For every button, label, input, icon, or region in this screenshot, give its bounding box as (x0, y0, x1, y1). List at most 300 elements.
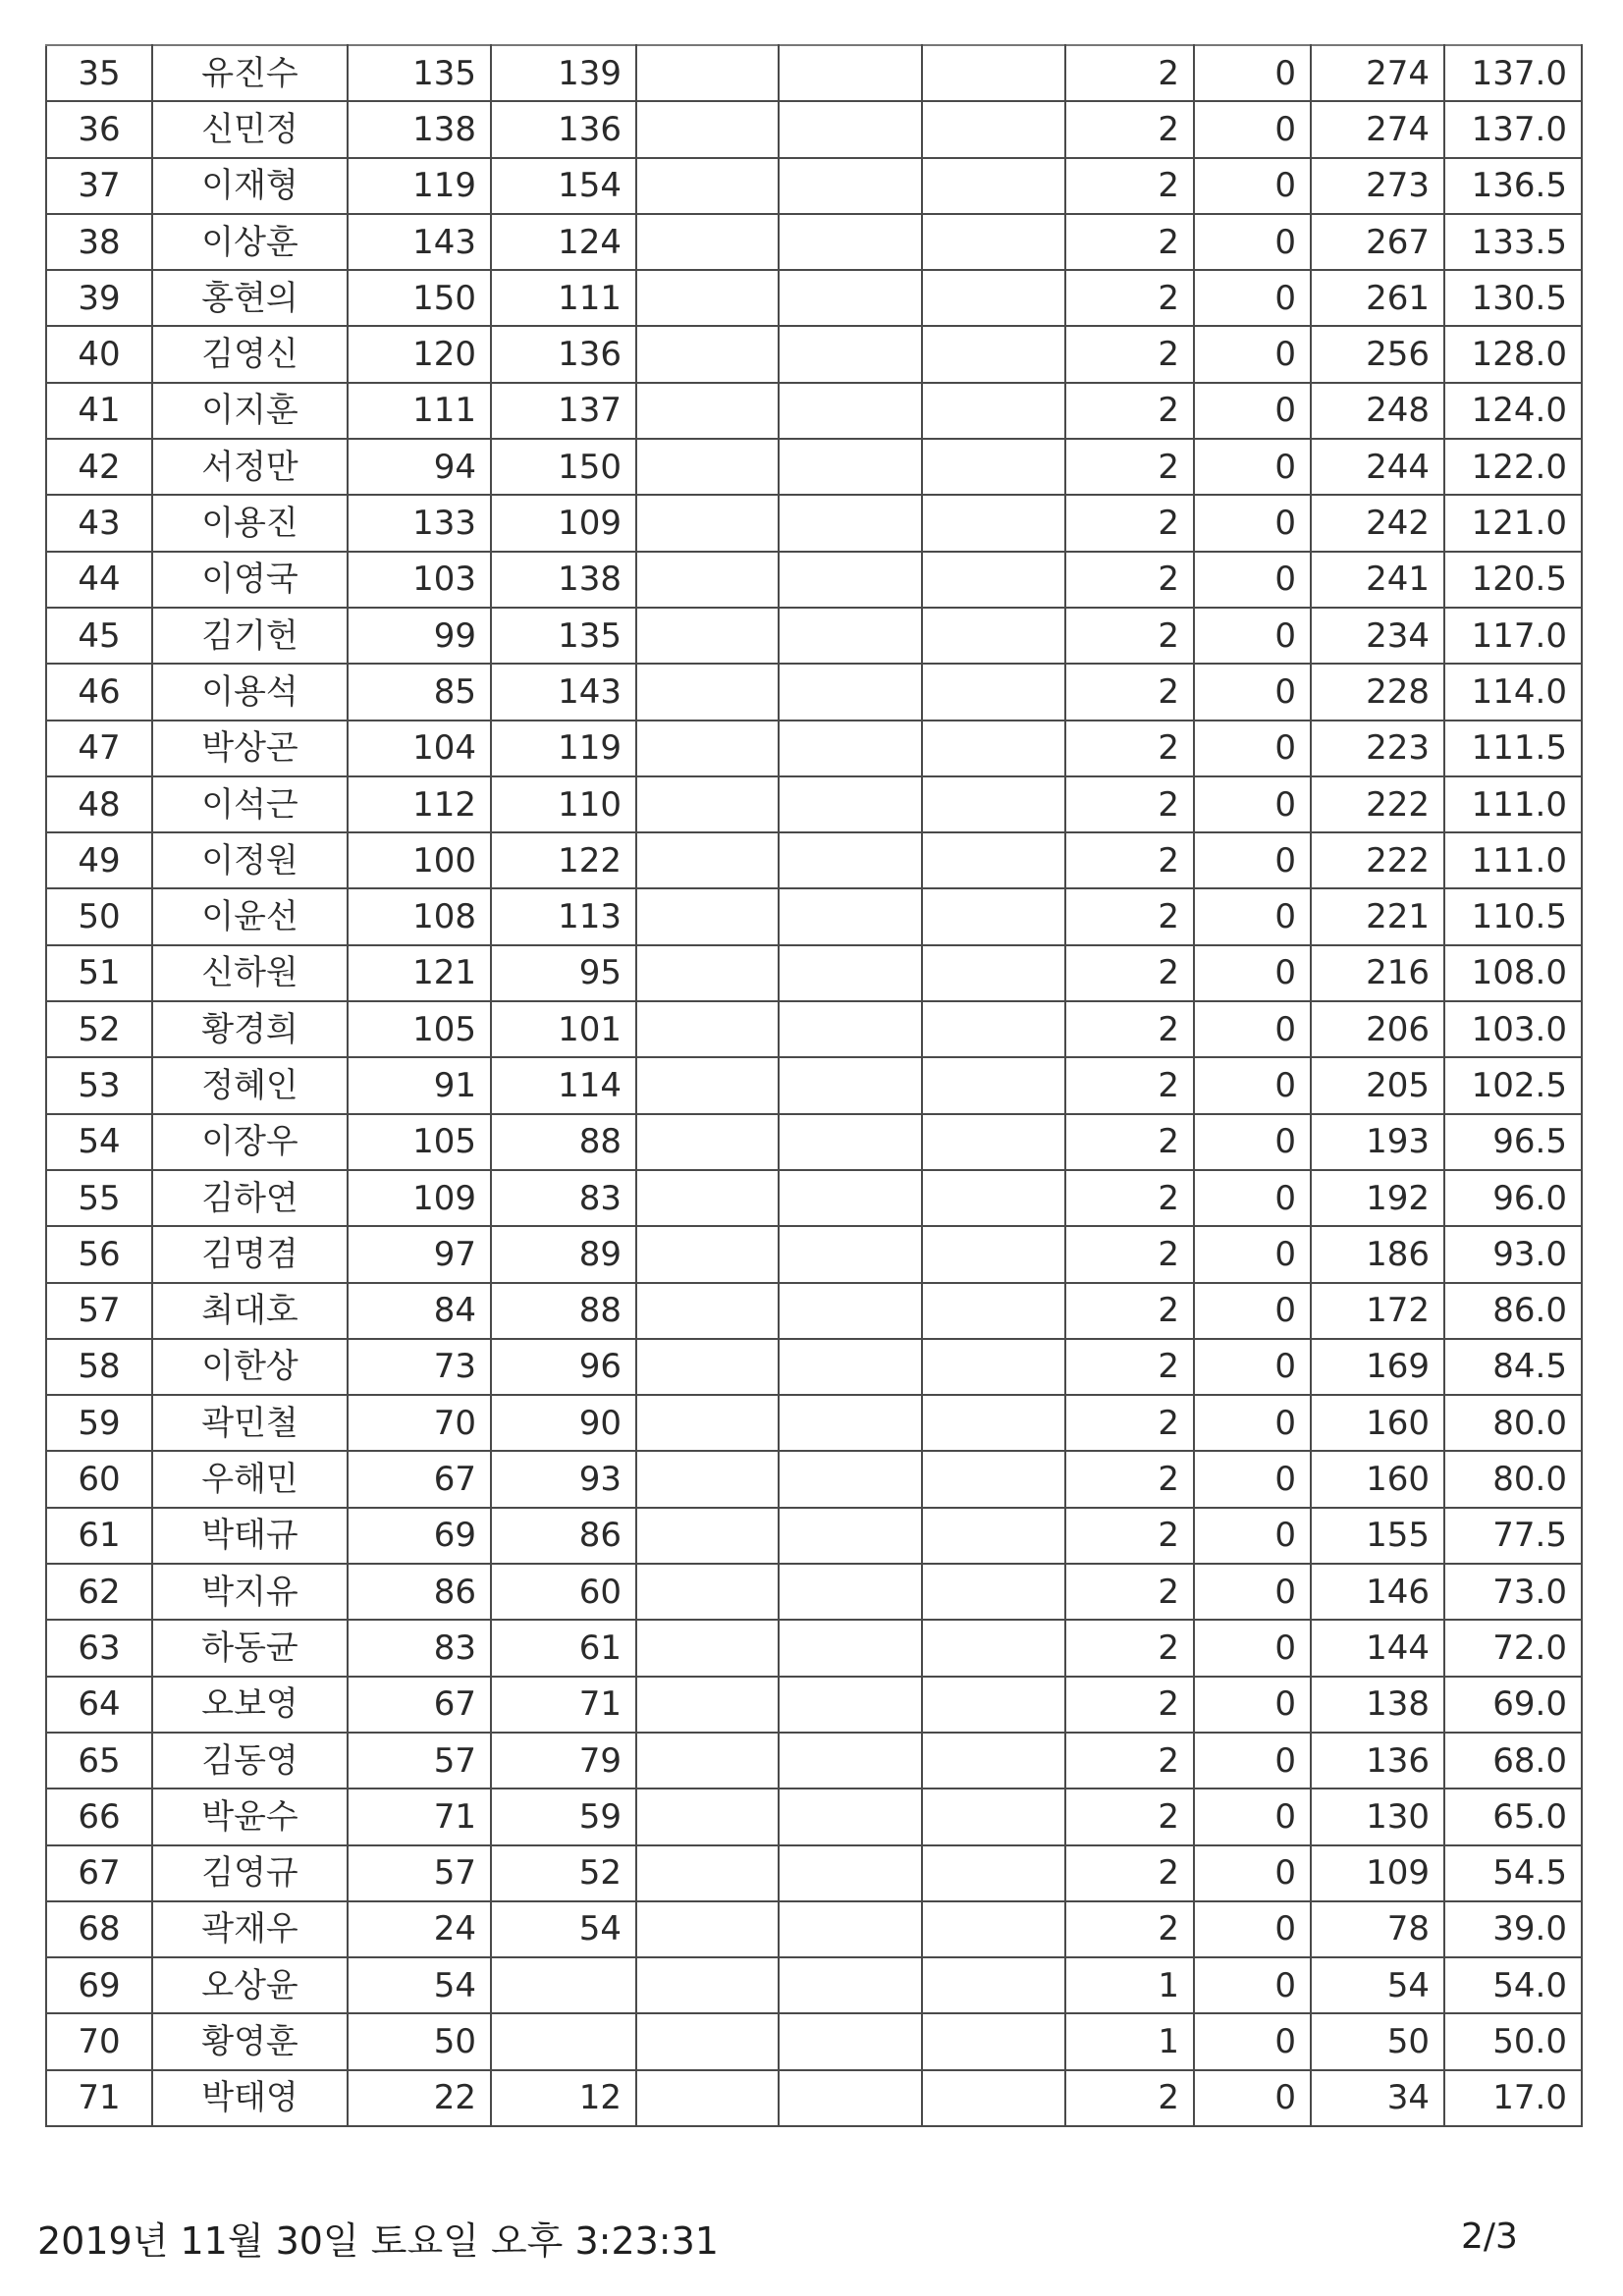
average-cell: 54.0 (1444, 1957, 1582, 2013)
round4-cell (779, 721, 922, 776)
name-cell: 박상곤 (152, 721, 348, 776)
games-cell: 2 (1065, 1789, 1194, 1844)
name-cell: 곽민철 (152, 1395, 348, 1451)
extra-cell: 0 (1194, 1901, 1311, 1957)
average-cell: 84.5 (1444, 1339, 1582, 1395)
name-cell: 황경희 (152, 1001, 348, 1057)
rank-cell: 38 (46, 214, 152, 270)
total-cell: 186 (1311, 1226, 1444, 1282)
round5-cell (922, 664, 1065, 720)
rank-cell: 58 (46, 1339, 152, 1395)
round5-cell (922, 945, 1065, 1001)
round4-cell (779, 1564, 922, 1620)
total-cell: 136 (1311, 1733, 1444, 1789)
average-cell: 86.0 (1444, 1283, 1582, 1339)
average-cell: 69.0 (1444, 1677, 1582, 1733)
games-cell: 2 (1065, 101, 1194, 157)
games-cell: 2 (1065, 270, 1194, 326)
round4-cell (779, 776, 922, 832)
extra-cell: 0 (1194, 1789, 1311, 1844)
round5-cell (922, 888, 1065, 944)
round2-cell: 86 (491, 1508, 636, 1564)
round4-cell (779, 495, 922, 551)
name-cell: 이지훈 (152, 383, 348, 439)
round4-cell (779, 1057, 922, 1113)
games-cell: 2 (1065, 2070, 1194, 2126)
extra-cell: 0 (1194, 1001, 1311, 1057)
round3-cell (636, 383, 779, 439)
extra-cell: 0 (1194, 664, 1311, 720)
round5-cell (922, 1451, 1065, 1507)
round2-cell: 150 (491, 439, 636, 495)
round1-cell: 109 (348, 1170, 491, 1226)
table-row (46, 1733, 1582, 1789)
score-table (45, 44, 1583, 2127)
average-cell: 102.5 (1444, 1057, 1582, 1113)
total-cell: 50 (1311, 2013, 1444, 2069)
round3-cell (636, 721, 779, 776)
rank-cell: 47 (46, 721, 152, 776)
average-cell: 93.0 (1444, 1226, 1582, 1282)
average-cell: 80.0 (1444, 1395, 1582, 1451)
table-row (46, 1001, 1582, 1057)
round2-cell: 71 (491, 1677, 636, 1733)
round3-cell (636, 1901, 779, 1957)
round1-cell: 57 (348, 1733, 491, 1789)
average-cell: 124.0 (1444, 383, 1582, 439)
page-number: 2/3 (1461, 2216, 1518, 2257)
games-cell: 2 (1065, 1845, 1194, 1901)
round5-cell (922, 158, 1065, 214)
rank-cell: 42 (46, 439, 152, 495)
table-row (46, 945, 1582, 1001)
round5-cell (922, 270, 1065, 326)
extra-cell: 0 (1194, 2070, 1311, 2126)
round1-cell: 104 (348, 721, 491, 776)
round4-cell (779, 326, 922, 382)
total-cell: 222 (1311, 776, 1444, 832)
name-cell: 신민정 (152, 101, 348, 157)
round2-cell: 124 (491, 214, 636, 270)
average-cell: 111.0 (1444, 776, 1582, 832)
table-row (46, 1677, 1582, 1733)
games-cell: 2 (1065, 1677, 1194, 1733)
round2-cell: 88 (491, 1114, 636, 1170)
average-cell: 39.0 (1444, 1901, 1582, 1957)
round4-cell (779, 158, 922, 214)
total-cell: 160 (1311, 1451, 1444, 1507)
round5-cell (922, 1395, 1065, 1451)
round4-cell (779, 1283, 922, 1339)
games-cell: 2 (1065, 1114, 1194, 1170)
round3-cell (636, 1114, 779, 1170)
round5-cell (922, 1620, 1065, 1676)
average-cell: 65.0 (1444, 1789, 1582, 1844)
total-cell: 54 (1311, 1957, 1444, 2013)
round2-cell: 52 (491, 1845, 636, 1901)
rank-cell: 61 (46, 1508, 152, 1564)
table-row (46, 1901, 1582, 1957)
extra-cell: 0 (1194, 326, 1311, 382)
round1-cell: 112 (348, 776, 491, 832)
average-cell: 68.0 (1444, 1733, 1582, 1789)
round5-cell (922, 608, 1065, 664)
rank-cell: 51 (46, 945, 152, 1001)
name-cell: 이윤선 (152, 888, 348, 944)
round2-cell: 114 (491, 1057, 636, 1113)
round3-cell (636, 1508, 779, 1564)
extra-cell: 0 (1194, 776, 1311, 832)
games-cell: 2 (1065, 1620, 1194, 1676)
round5-cell (922, 1789, 1065, 1844)
name-cell: 홍현의 (152, 270, 348, 326)
table-row (46, 1508, 1582, 1564)
round3-cell (636, 1957, 779, 2013)
total-cell: 223 (1311, 721, 1444, 776)
extra-cell: 0 (1194, 1170, 1311, 1226)
total-cell: 130 (1311, 1789, 1444, 1844)
round1-cell: 105 (348, 1114, 491, 1170)
round1-cell: 54 (348, 1957, 491, 2013)
total-cell: 221 (1311, 888, 1444, 944)
round1-cell: 22 (348, 2070, 491, 2126)
extra-cell: 0 (1194, 552, 1311, 608)
round4-cell (779, 1620, 922, 1676)
round3-cell (636, 2070, 779, 2126)
average-cell: 110.5 (1444, 888, 1582, 944)
extra-cell: 0 (1194, 1620, 1311, 1676)
games-cell: 2 (1065, 326, 1194, 382)
round2-cell: 110 (491, 776, 636, 832)
round5-cell (922, 214, 1065, 270)
name-cell: 이영국 (152, 552, 348, 608)
games-cell: 2 (1065, 608, 1194, 664)
name-cell: 우해민 (152, 1451, 348, 1507)
rank-cell: 52 (46, 1001, 152, 1057)
round1-cell: 86 (348, 1564, 491, 1620)
round3-cell (636, 1283, 779, 1339)
average-cell: 103.0 (1444, 1001, 1582, 1057)
round3-cell (636, 439, 779, 495)
round3-cell (636, 1057, 779, 1113)
games-cell: 2 (1065, 1057, 1194, 1113)
round2-cell: 79 (491, 1733, 636, 1789)
games-cell: 2 (1065, 1508, 1194, 1564)
name-cell: 하동균 (152, 1620, 348, 1676)
total-cell: 242 (1311, 495, 1444, 551)
average-cell: 80.0 (1444, 1451, 1582, 1507)
average-cell: 136.5 (1444, 158, 1582, 214)
round1-cell: 135 (348, 45, 491, 101)
round3-cell (636, 1733, 779, 1789)
average-cell: 108.0 (1444, 945, 1582, 1001)
table-row (46, 1114, 1582, 1170)
table-row (46, 326, 1582, 382)
round2-cell: 136 (491, 101, 636, 157)
round3-cell (636, 1677, 779, 1733)
games-cell: 2 (1065, 383, 1194, 439)
name-cell: 오보영 (152, 1677, 348, 1733)
extra-cell: 0 (1194, 101, 1311, 157)
round2-cell (491, 2013, 636, 2069)
name-cell: 신하원 (152, 945, 348, 1001)
round2-cell: 109 (491, 495, 636, 551)
table-row (46, 2013, 1582, 2069)
round4-cell (779, 1226, 922, 1282)
name-cell: 정혜인 (152, 1057, 348, 1113)
round2-cell: 135 (491, 608, 636, 664)
round2-cell: 90 (491, 1395, 636, 1451)
round5-cell (922, 1001, 1065, 1057)
rank-cell: 44 (46, 552, 152, 608)
average-cell: 96.5 (1444, 1114, 1582, 1170)
round5-cell (922, 383, 1065, 439)
rank-cell: 35 (46, 45, 152, 101)
round2-cell: 111 (491, 270, 636, 326)
games-cell: 2 (1065, 832, 1194, 888)
average-cell: 130.5 (1444, 270, 1582, 326)
rank-cell: 54 (46, 1114, 152, 1170)
extra-cell: 0 (1194, 1283, 1311, 1339)
rank-cell: 66 (46, 1789, 152, 1844)
extra-cell: 0 (1194, 270, 1311, 326)
average-cell: 111.0 (1444, 832, 1582, 888)
round5-cell (922, 1114, 1065, 1170)
round3-cell (636, 1339, 779, 1395)
round3-cell (636, 608, 779, 664)
round4-cell (779, 383, 922, 439)
round4-cell (779, 664, 922, 720)
name-cell: 김기헌 (152, 608, 348, 664)
total-cell: 248 (1311, 383, 1444, 439)
round1-cell: 99 (348, 608, 491, 664)
round3-cell (636, 1789, 779, 1844)
rank-cell: 46 (46, 664, 152, 720)
round1-cell: 138 (348, 101, 491, 157)
name-cell: 서정만 (152, 439, 348, 495)
round3-cell (636, 1845, 779, 1901)
round2-cell: 154 (491, 158, 636, 214)
round5-cell (922, 1733, 1065, 1789)
total-cell: 274 (1311, 45, 1444, 101)
total-cell: 273 (1311, 158, 1444, 214)
name-cell: 유진수 (152, 45, 348, 101)
total-cell: 216 (1311, 945, 1444, 1001)
round5-cell (922, 1057, 1065, 1113)
extra-cell: 0 (1194, 383, 1311, 439)
table-row (46, 664, 1582, 720)
round5-cell (922, 2013, 1065, 2069)
name-cell: 이상훈 (152, 214, 348, 270)
games-cell: 2 (1065, 664, 1194, 720)
round2-cell: 138 (491, 552, 636, 608)
extra-cell: 0 (1194, 608, 1311, 664)
round3-cell (636, 1451, 779, 1507)
round4-cell (779, 1001, 922, 1057)
extra-cell: 0 (1194, 214, 1311, 270)
round1-cell: 97 (348, 1226, 491, 1282)
average-cell: 120.5 (1444, 552, 1582, 608)
round2-cell: 60 (491, 1564, 636, 1620)
table-row (46, 439, 1582, 495)
round3-cell (636, 832, 779, 888)
extra-cell: 0 (1194, 945, 1311, 1001)
round1-cell: 100 (348, 832, 491, 888)
table-row (46, 101, 1582, 157)
extra-cell: 0 (1194, 2013, 1311, 2069)
name-cell: 곽재우 (152, 1901, 348, 1957)
table-row (46, 495, 1582, 551)
total-cell: 109 (1311, 1845, 1444, 1901)
rank-cell: 40 (46, 326, 152, 382)
extra-cell: 0 (1194, 1957, 1311, 2013)
round3-cell (636, 2013, 779, 2069)
rank-cell: 41 (46, 383, 152, 439)
games-cell: 2 (1065, 1226, 1194, 1282)
round3-cell (636, 945, 779, 1001)
round4-cell (779, 888, 922, 944)
extra-cell: 0 (1194, 1395, 1311, 1451)
table-row (46, 1395, 1582, 1451)
extra-cell: 0 (1194, 1114, 1311, 1170)
total-cell: 34 (1311, 2070, 1444, 2126)
rank-cell: 63 (46, 1620, 152, 1676)
name-cell: 이석근 (152, 776, 348, 832)
games-cell: 2 (1065, 158, 1194, 214)
rank-cell: 69 (46, 1957, 152, 2013)
round2-cell: 119 (491, 721, 636, 776)
extra-cell: 0 (1194, 439, 1311, 495)
rank-cell: 37 (46, 158, 152, 214)
table-row (46, 1451, 1582, 1507)
rank-cell: 68 (46, 1901, 152, 1957)
total-cell: 172 (1311, 1283, 1444, 1339)
extra-cell: 0 (1194, 721, 1311, 776)
total-cell: 222 (1311, 832, 1444, 888)
name-cell: 박지유 (152, 1564, 348, 1620)
name-cell: 오상윤 (152, 1957, 348, 2013)
rank-cell: 39 (46, 270, 152, 326)
games-cell: 2 (1065, 552, 1194, 608)
total-cell: 261 (1311, 270, 1444, 326)
name-cell: 황영훈 (152, 2013, 348, 2069)
rank-cell: 57 (46, 1283, 152, 1339)
round2-cell: 93 (491, 1451, 636, 1507)
average-cell: 122.0 (1444, 439, 1582, 495)
round1-cell: 50 (348, 2013, 491, 2069)
round3-cell (636, 552, 779, 608)
name-cell: 김영규 (152, 1845, 348, 1901)
round3-cell (636, 664, 779, 720)
round2-cell: 88 (491, 1283, 636, 1339)
games-cell: 2 (1065, 1395, 1194, 1451)
round3-cell (636, 495, 779, 551)
average-cell: 72.0 (1444, 1620, 1582, 1676)
total-cell: 192 (1311, 1170, 1444, 1226)
games-cell: 2 (1065, 1901, 1194, 1957)
average-cell: 121.0 (1444, 495, 1582, 551)
games-cell: 2 (1065, 1564, 1194, 1620)
round1-cell: 111 (348, 383, 491, 439)
table-row (46, 1339, 1582, 1395)
round5-cell (922, 1677, 1065, 1733)
total-cell: 234 (1311, 608, 1444, 664)
total-cell: 160 (1311, 1395, 1444, 1451)
average-cell: 114.0 (1444, 664, 1582, 720)
round4-cell (779, 1395, 922, 1451)
round1-cell: 119 (348, 158, 491, 214)
table-row (46, 888, 1582, 944)
round1-cell: 73 (348, 1339, 491, 1395)
games-cell: 2 (1065, 776, 1194, 832)
round4-cell (779, 1339, 922, 1395)
round1-cell: 85 (348, 664, 491, 720)
rank-cell: 65 (46, 1733, 152, 1789)
round5-cell (922, 1957, 1065, 2013)
rank-cell: 43 (46, 495, 152, 551)
round1-cell: 57 (348, 1845, 491, 1901)
average-cell: 73.0 (1444, 1564, 1582, 1620)
round2-cell: 61 (491, 1620, 636, 1676)
extra-cell: 0 (1194, 1057, 1311, 1113)
round4-cell (779, 1451, 922, 1507)
name-cell: 박태영 (152, 2070, 348, 2126)
round3-cell (636, 776, 779, 832)
round5-cell (922, 495, 1065, 551)
total-cell: 206 (1311, 1001, 1444, 1057)
round4-cell (779, 945, 922, 1001)
round4-cell (779, 1789, 922, 1844)
table-row (46, 1620, 1582, 1676)
table-row (46, 1789, 1582, 1844)
round2-cell: 12 (491, 2070, 636, 2126)
round4-cell (779, 214, 922, 270)
round3-cell (636, 1395, 779, 1451)
table-row (46, 552, 1582, 608)
round1-cell: 83 (348, 1620, 491, 1676)
total-cell: 205 (1311, 1057, 1444, 1113)
extra-cell: 0 (1194, 1564, 1311, 1620)
total-cell: 256 (1311, 326, 1444, 382)
round4-cell (779, 1170, 922, 1226)
average-cell: 111.5 (1444, 721, 1582, 776)
extra-cell: 0 (1194, 495, 1311, 551)
rank-cell: 49 (46, 832, 152, 888)
name-cell: 이정원 (152, 832, 348, 888)
round5-cell (922, 326, 1065, 382)
games-cell: 2 (1065, 1001, 1194, 1057)
round1-cell: 67 (348, 1677, 491, 1733)
total-cell: 267 (1311, 214, 1444, 270)
round4-cell (779, 608, 922, 664)
round1-cell: 103 (348, 552, 491, 608)
name-cell: 이용진 (152, 495, 348, 551)
total-cell: 228 (1311, 664, 1444, 720)
games-cell: 2 (1065, 721, 1194, 776)
total-cell: 274 (1311, 101, 1444, 157)
table-row (46, 608, 1582, 664)
average-cell: 128.0 (1444, 326, 1582, 382)
rank-cell: 45 (46, 608, 152, 664)
games-cell: 2 (1065, 495, 1194, 551)
extra-cell: 0 (1194, 832, 1311, 888)
round2-cell: 89 (491, 1226, 636, 1282)
total-cell: 146 (1311, 1564, 1444, 1620)
name-cell: 최대호 (152, 1283, 348, 1339)
games-cell: 2 (1065, 1733, 1194, 1789)
rank-cell: 53 (46, 1057, 152, 1113)
games-cell: 2 (1065, 1283, 1194, 1339)
